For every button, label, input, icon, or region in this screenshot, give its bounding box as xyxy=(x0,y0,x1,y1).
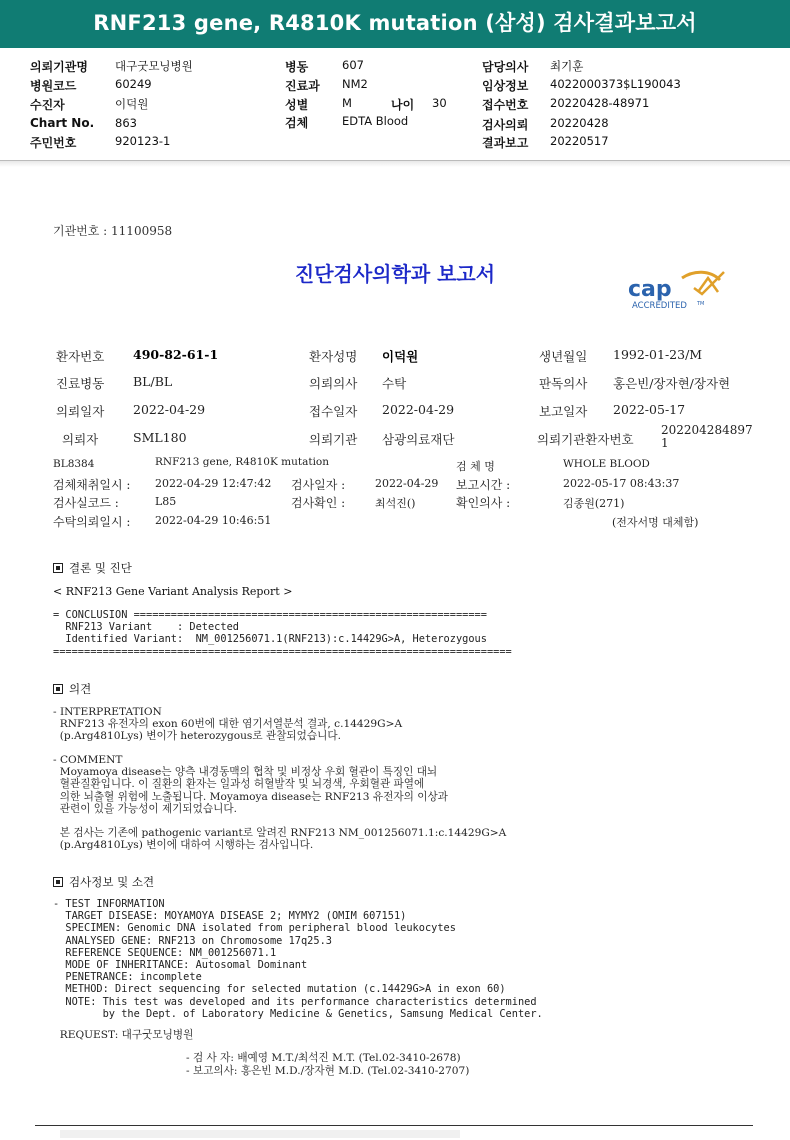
doctor-label: 확인의사 : xyxy=(456,496,511,510)
header-value: 863 xyxy=(115,116,137,130)
conclusion-line: Identified Variant: NM_001256071.1(RNF213):c.14429G>A, Heterozygous xyxy=(53,633,487,646)
interpretation-line: (p.Arg4810Lys) 변이가 heterozygous로 관찰되었습니다. xyxy=(53,730,341,743)
header-label: 수진자 xyxy=(30,98,65,112)
patient-label: 의뢰기관 xyxy=(309,432,358,447)
header-label: 검체 xyxy=(285,116,309,130)
patient-birth: 1992-01-23/M xyxy=(613,347,703,362)
conclusion-box xyxy=(53,609,512,658)
comment-line: Moyamoya disease는 양측 내경동맥의 협착 및 비정상 우회 혈관이 특징인 대뇌 xyxy=(53,766,438,779)
header-label: 임상정보 xyxy=(482,79,529,93)
section-square-icon xyxy=(53,877,63,887)
comment-heading: - COMMENT xyxy=(53,754,123,766)
header-label: 병원코드 xyxy=(30,79,77,93)
patient-label: 생년월일 xyxy=(539,349,588,364)
patient-label: 환자성명 xyxy=(309,349,358,364)
section-square-icon xyxy=(53,684,63,694)
patient-label: 의뢰일자 xyxy=(56,404,105,419)
test-info-line: SPECIMEN: Genomic DNA isolated from peripheral blood leukocytes xyxy=(53,922,456,935)
footer-cutoff xyxy=(60,1130,460,1138)
header-value: 4022000373$L190043 xyxy=(550,77,681,91)
header-value: 최기훈 xyxy=(550,59,584,73)
header-label: 병동 xyxy=(285,60,309,74)
patient-label: 의뢰자 xyxy=(62,432,99,447)
request-line: REQUEST: 대구굿모닝병원 xyxy=(53,1029,194,1041)
header-label: 주민번호 xyxy=(30,136,77,150)
patient-value: SML180 xyxy=(133,430,187,445)
header-value: 20220428 xyxy=(550,116,609,130)
comment-block xyxy=(53,754,506,852)
patient-label: 판독의사 xyxy=(539,376,588,391)
report-title-bar: RNF213 gene, R4810K mutation (삼성) 검사결과보고서 xyxy=(0,0,790,48)
test-info-line: PENETRANCE: incomplete xyxy=(53,971,202,984)
collect-label: 검체채취일시 : xyxy=(53,478,131,492)
header-value: 920123-1 xyxy=(115,134,171,148)
section-title: 의견 xyxy=(69,682,92,696)
conclusion-line: ========================================================================== xyxy=(53,645,512,658)
test-name: RNF213 gene, R4810K mutation xyxy=(155,456,330,468)
patient-name: 이덕원 xyxy=(382,349,419,364)
reporttime-value: 2022-05-17 08:43:37 xyxy=(563,477,680,490)
test-info-line: ANALYSED GENE: RNF213 on Chromosome 17q25.3 xyxy=(53,934,332,947)
header-label: 성별 xyxy=(285,98,309,112)
section-conclusion xyxy=(53,560,132,576)
conclusion-line: RNF213 Variant : Detected xyxy=(53,621,239,634)
header-value: 20220428-48971 xyxy=(550,96,650,110)
footer-divider xyxy=(35,1125,753,1126)
patient-label: 의뢰기관환자번호 xyxy=(537,432,634,447)
header-label: Chart No. xyxy=(30,116,95,130)
room-value: L85 xyxy=(155,495,177,508)
patient-label: 접수일자 xyxy=(309,404,358,419)
header-value: 30 xyxy=(432,96,447,110)
test-info-line: TARGET DISEASE: MOYAMOYA DISEASE 2; MYMY2 (OMIM 607151) xyxy=(53,910,407,923)
collect-value: 2022-04-29 12:47:42 xyxy=(155,477,272,490)
patient-value: 202204284897 xyxy=(661,423,753,437)
testdate-value: 2022-04-29 xyxy=(375,477,439,490)
patient-label: 의뢰의사 xyxy=(309,376,358,391)
patient-label: 보고일자 xyxy=(539,404,588,419)
patient-value: 홍은빈/장자현/장자현 xyxy=(613,376,731,391)
header-value: EDTA Blood xyxy=(342,114,409,128)
patient-value: 2022-04-29 xyxy=(133,402,206,417)
patient-number: 490-82-61-1 xyxy=(133,347,219,362)
header-value: M xyxy=(342,96,352,110)
header-value: 60249 xyxy=(115,77,152,91)
patient-value: 삼광의료재단 xyxy=(382,432,455,447)
comment-line: 혈관질환입니다. 이 질환의 환자는 일과성 허혈발작 및 뇌경색, 우회혈관 파열에 xyxy=(53,778,425,791)
header-label: 담당의사 xyxy=(482,60,529,74)
room-label: 검사실코드 : xyxy=(53,496,119,510)
patient-value: 2022-04-29 xyxy=(382,402,455,417)
request-value: 2022-04-29 10:46:51 xyxy=(155,514,272,527)
header-value: NM2 xyxy=(342,77,368,91)
section-square-icon xyxy=(53,563,63,573)
comment-line: 의한 뇌출혈 위험에 노출됩니다. Moyamoya disease는 RNF213 유전자의 이상과 xyxy=(53,790,448,803)
interpretation-block xyxy=(53,706,402,743)
confirm-value: 최석진() xyxy=(375,497,416,510)
test-info-line: MODE OF INHERITANCE: Autosomal Dominant xyxy=(53,959,308,972)
test-info-line: REFERENCE SEQUENCE: NM_001256071.1 xyxy=(53,946,277,959)
cap-logo-sub: ACCREDITED xyxy=(632,301,687,311)
confirm-label: 검사확인 : xyxy=(291,496,346,510)
patient-label: 진료병동 xyxy=(56,376,105,391)
header-label: 나이 xyxy=(391,98,415,112)
request-label: 수탁의뢰일시 : xyxy=(53,515,131,529)
header-value: 607 xyxy=(342,58,364,72)
interpretation-heading: - INTERPRETATION xyxy=(53,706,162,718)
header-label: 접수번호 xyxy=(482,98,529,112)
header-value: 20220517 xyxy=(550,134,609,148)
header-label: 검사의뢰 xyxy=(482,118,529,132)
section-opinion xyxy=(53,681,91,697)
report-title: 진단검사의학과 보고서 xyxy=(294,262,496,286)
test-info-line: by the Dept. of Laboratory Medicine & Genetics, Samsung Medical Center. xyxy=(53,1007,543,1020)
report-name: < RNF213 Gene Variant Analysis Report > xyxy=(53,585,293,598)
institution-number: 기관번호 : 11100958 xyxy=(53,224,173,238)
patient-value: 2022-05-17 xyxy=(613,402,686,417)
cap-logo-tm: TM xyxy=(697,301,705,307)
comment-line: (p.Arg4810Lys) 변이에 대하여 시행하는 검사입니다. xyxy=(53,839,314,852)
comment-line: 본 검사는 기존에 pathogenic variant로 알려진 RNF213 NM_001256071.1:c.14429G>A xyxy=(53,827,507,840)
conclusion-line: = CONCLUSION ========================================================= xyxy=(53,609,487,621)
header-value: 대구굿모닝병원 xyxy=(115,59,193,73)
test-info-line: NOTE: This test was developed and its performance characteristics determined xyxy=(53,995,537,1008)
patient-label: 환자번호 xyxy=(56,349,105,364)
test-info-line: METHOD: Direct sequencing for selected mutation (c.14429G>A in exon 60) xyxy=(53,983,506,996)
doctor-value: 김종원(271) xyxy=(563,497,625,510)
header-label: 결과보고 xyxy=(482,136,529,150)
header-value: 이덕원 xyxy=(115,97,149,111)
header-shadow xyxy=(0,161,790,167)
testdate-label: 검사일자 : xyxy=(291,478,346,492)
reporttime-label: 보고시간 : xyxy=(456,478,511,492)
cap-logo-icon xyxy=(624,268,734,314)
test-information-block xyxy=(53,898,543,1020)
section-title: 결론 및 진단 xyxy=(69,561,132,575)
section-test-info xyxy=(53,874,154,890)
patient-value-wrap: 1 xyxy=(661,436,669,450)
test-code: BL8384 xyxy=(53,458,95,470)
staff-line: - 보고의사: 홍은빈 M.D./장자현 M.D. (Tel.02-3410-2707) xyxy=(186,1065,470,1077)
section-title: 검사정보 및 소견 xyxy=(69,875,155,889)
specimen-value: WHOLE BLOOD xyxy=(563,458,650,470)
comment-line: 관련이 있을 가능성이 제기되었습니다. xyxy=(53,802,237,815)
staff-line: - 검 사 자: 배예영 M.T./최석진 M.T. (Tel.02-3410-2678) xyxy=(186,1052,461,1064)
cap-accredited-logo xyxy=(624,268,734,314)
cap-logo-text: cap xyxy=(628,277,672,302)
patient-value: 수탁 xyxy=(382,376,407,391)
interpretation-line: RNF213 유전자의 exon 60번에 대한 염기서열분석 결과, c.14429G>A xyxy=(53,718,403,731)
specimen-label: 검 체 명 xyxy=(456,460,495,473)
esign-note: (전자서명 대체함) xyxy=(612,516,699,529)
header-label: 진료과 xyxy=(285,79,320,93)
test-info-line: - TEST INFORMATION xyxy=(53,898,165,910)
patient-value: BL/BL xyxy=(133,374,173,389)
header-label: 의뢰기관명 xyxy=(30,60,88,74)
